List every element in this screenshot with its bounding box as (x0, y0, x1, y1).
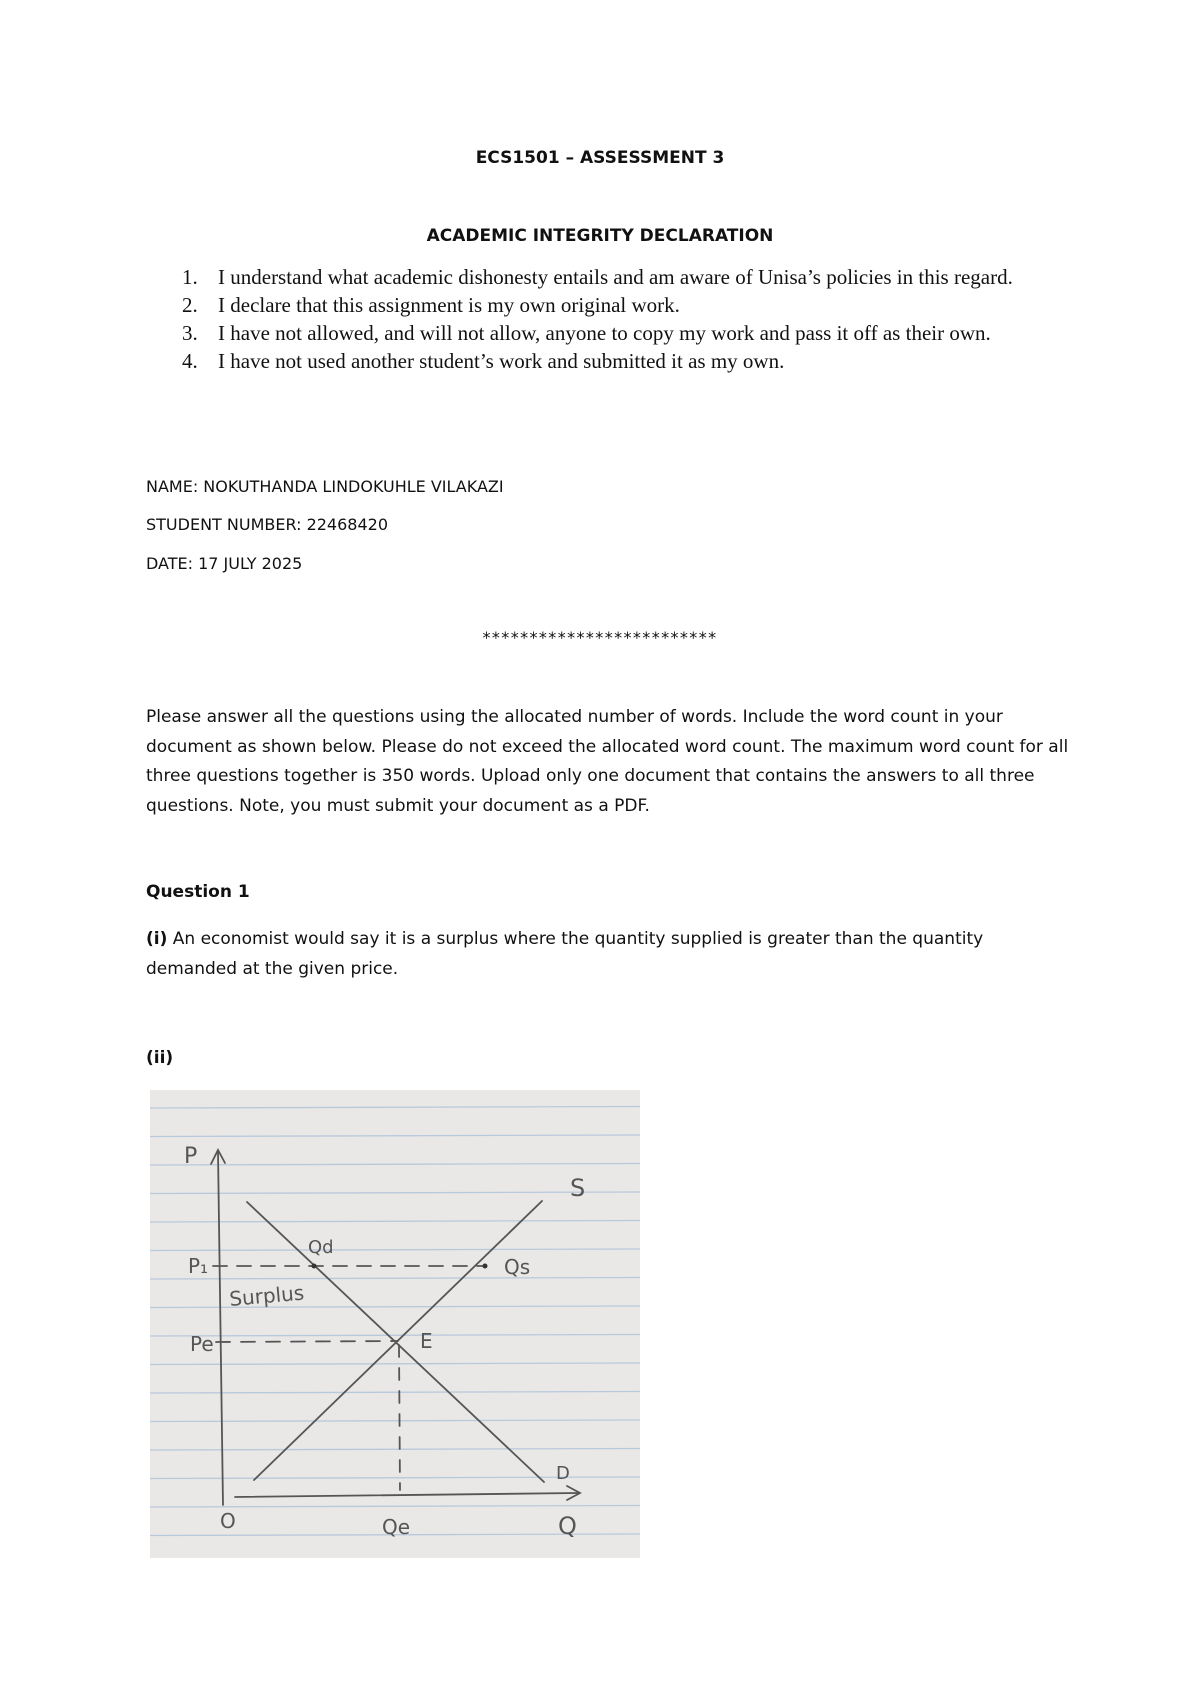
student-name: NAME: NOKUTHANDA LINDOKUHLE VILAKAZI (146, 477, 504, 496)
supply-demand-diagram-photo (150, 1090, 640, 1558)
instructions-paragraph: Please answer all the questions using the allocated number of words. Include the word count in your document as shown below. Please do not exceed the allocated word count. The maximum word count for all three questions together is 350 words. Upload only one document that contains the answers to all three questions. Note, you must submit your document as a PDF. (146, 707, 1069, 816)
supply-label: S (570, 1174, 586, 1202)
separator-line: ************************* (482, 628, 718, 647)
answer-i-label: (i) (146, 929, 168, 949)
qe-label: Qe (382, 1515, 411, 1539)
surplus-label: Surplus (228, 1280, 306, 1311)
p1-label: P₁ (188, 1254, 209, 1278)
declaration-item (146, 291, 1046, 319)
declaration-item (146, 263, 1046, 291)
student-number: STUDENT NUMBER: 22468420 (146, 515, 389, 534)
qs-point (483, 1264, 488, 1269)
axis-q-label: Q (558, 1512, 577, 1540)
answer-i (146, 925, 1076, 984)
qd-point (312, 1264, 317, 1269)
answer-ii-label: (ii) (146, 1048, 174, 1068)
qd-label: Qd (308, 1237, 334, 1258)
declaration-list (146, 263, 1046, 375)
declaration-text: I have not used another student’s work and submitted it as my own. (218, 349, 785, 373)
declaration-heading: ACADEMIC INTEGRITY DECLARATION (426, 226, 774, 246)
qs-label: Qs (504, 1255, 531, 1279)
document-title: ECS1501 – ASSESSMENT 3 (475, 148, 725, 168)
origin-label: O (220, 1509, 236, 1533)
declaration-number: 2. (182, 293, 198, 317)
declaration-number: 1. (182, 265, 198, 289)
declaration-item (146, 347, 1046, 375)
declaration-number: 4. (182, 349, 198, 373)
pe-label: Pe (190, 1332, 214, 1356)
declaration-text: I have not allowed, and will not allow, anyone to copy my work and pass it off as their own. (218, 321, 991, 345)
declaration-item (146, 319, 1046, 347)
declaration-text: I understand what academic dishonesty entails and am aware of Unisa’s policies in this regard. (218, 265, 1013, 289)
declaration-number: 3. (182, 321, 198, 345)
axis-p-label: P (184, 1144, 198, 1169)
submission-date: DATE: 17 JULY 2025 (146, 554, 303, 573)
question-heading: Question 1 (146, 882, 250, 902)
demand-label: D (556, 1463, 570, 1484)
answer-i-text: An economist would say it is a surplus where the quantity supplied is greater than the quantity demanded at the given price. (146, 929, 984, 979)
equilibrium-label: E (420, 1329, 433, 1353)
declaration-text: I declare that this assignment is my own original work. (218, 293, 680, 317)
